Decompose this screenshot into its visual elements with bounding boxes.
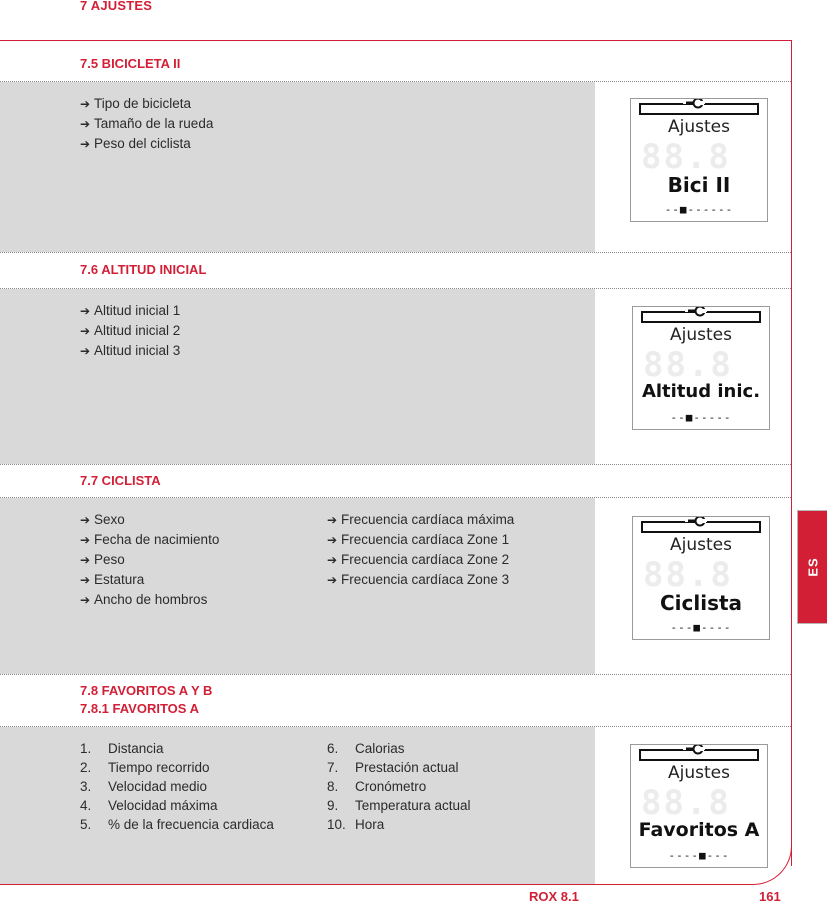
- list-item: 7. Prestación actual: [327, 760, 459, 775]
- lcd-ghost-digits: 88.8: [643, 345, 733, 385]
- arrow-icon: ➔: [80, 304, 91, 318]
- device-screen: [632, 306, 770, 430]
- settings-list: [80, 301, 180, 361]
- arrow-icon: ➔: [80, 324, 91, 338]
- section-header-ciclista: [0, 465, 791, 497]
- lcd-ghost-digits: 88.8: [641, 783, 731, 823]
- arrow-icon: ➔: [80, 553, 91, 567]
- screen-pager: --■-----: [670, 411, 732, 424]
- list-item: 6. Calorias: [327, 741, 405, 756]
- list-item: ➔ Peso: [80, 550, 219, 570]
- device-screen: [630, 98, 768, 222]
- lcd-ghost-digits: 88.8: [641, 137, 731, 177]
- list-item: 5. % de la frecuencia cardiaca: [80, 817, 274, 832]
- arrow-icon: ➔: [80, 117, 91, 131]
- screen-item-label: Favoritos A: [638, 819, 760, 841]
- arrow-icon: ➔: [80, 97, 91, 111]
- screen-pager: ---■----: [670, 621, 732, 634]
- section-panel: [0, 82, 595, 252]
- arrow-icon: ➔: [80, 137, 91, 151]
- list-item: ➔ Frecuencia cardíaca Zone 3: [327, 570, 514, 590]
- list-item: 8. Cronómetro: [327, 779, 427, 794]
- page-number: 161: [759, 889, 781, 904]
- screen-menu-label: Ajustes: [668, 117, 730, 137]
- screen-item-label: Bici II: [667, 173, 731, 197]
- list-item: ➔ Peso del ciclista: [80, 134, 213, 154]
- arrow-icon: ➔: [327, 533, 338, 547]
- section-header-altitud: [0, 253, 791, 288]
- arrow-icon: ➔: [80, 573, 91, 587]
- screen-menu-label: Ajustes: [668, 763, 730, 783]
- device-screen: [630, 744, 768, 868]
- wrench-icon: [685, 306, 707, 318]
- list-item: ➔ Altitud inicial 3: [80, 341, 180, 361]
- screen-pager: --■------: [664, 203, 734, 216]
- list-item: ➔ Sexo: [80, 510, 219, 530]
- footer-model: ROX 8.1: [529, 889, 579, 904]
- list-item: ➔ Frecuencia cardíaca máxima: [327, 510, 514, 530]
- screen-item-label: Ciclista: [659, 591, 743, 615]
- section-title: 7.7 CICLISTA: [80, 473, 161, 488]
- wrench-icon: [683, 98, 705, 110]
- arrow-icon: ➔: [327, 553, 338, 567]
- screen-menu-label: Ajustes: [670, 325, 732, 345]
- chapter-title: 7 AJUSTES: [80, 0, 153, 13]
- section-title: 7.5 BICICLETA II: [80, 56, 181, 71]
- list-item: ➔ Frecuencia cardíaca Zone 2: [327, 550, 514, 570]
- settings-list-left: [80, 510, 219, 610]
- arrow-icon: ➔: [80, 513, 91, 527]
- list-item: 2. Tiempo recorrido: [80, 760, 210, 775]
- list-item: 9. Temperatura actual: [327, 798, 471, 813]
- language-tab: [797, 510, 827, 624]
- list-item: ➔ Tamaño de la rueda: [80, 114, 213, 134]
- settings-list-right: [327, 510, 514, 590]
- list-item: ➔ Tipo de bicicleta: [80, 94, 213, 114]
- list-item: 4. Velocidad máxima: [80, 798, 218, 813]
- section-panel: [0, 498, 595, 674]
- list-item: ➔ Estatura: [80, 570, 219, 590]
- wrench-icon: [683, 744, 705, 756]
- list-item: ➔ Frecuencia cardíaca Zone 1: [327, 530, 514, 550]
- section-header-favoritos: [0, 675, 791, 726]
- screen-pager: ----■---: [668, 849, 730, 862]
- lcd-ghost-digits: 88.8: [643, 555, 733, 595]
- list-item: 1. Distancia: [80, 741, 164, 756]
- favorites-list-right: [327, 739, 471, 834]
- list-item: ➔ Fecha de nacimiento: [80, 530, 219, 550]
- screen-menu-label: Ajustes: [670, 535, 732, 555]
- frame-bottom-line: [0, 884, 752, 885]
- arrow-icon: ➔: [80, 533, 91, 547]
- settings-list: [80, 94, 213, 154]
- screen-item-label: Altitud inic.: [641, 381, 761, 402]
- section-panel: [0, 289, 595, 464]
- section-subtitle: 7.8.1 FAVORITOS A: [80, 701, 199, 716]
- arrow-icon: ➔: [80, 344, 91, 358]
- wrench-icon: [685, 516, 707, 528]
- arrow-icon: ➔: [80, 593, 91, 607]
- section-panel: [0, 727, 595, 884]
- list-item: 10. Hora: [327, 817, 385, 832]
- frame-right-line: [791, 40, 792, 866]
- section-title: 7.8 FAVORITOS A Y B: [80, 683, 213, 698]
- list-item: 3. Velocidad medio: [80, 779, 208, 794]
- language-tab-label: ES: [805, 557, 820, 577]
- favorites-list-left: [80, 739, 274, 834]
- arrow-icon: ➔: [327, 573, 338, 587]
- list-item: ➔ Altitud inicial 2: [80, 321, 180, 341]
- arrow-icon: ➔: [327, 513, 338, 527]
- section-header-bicicleta: [0, 41, 791, 82]
- section-title: 7.6 ALTITUD INICIAL: [80, 262, 207, 277]
- list-item: ➔ Ancho de hombros: [80, 590, 219, 610]
- device-screen: [632, 516, 770, 640]
- list-item: ➔ Altitud inicial 1: [80, 301, 180, 321]
